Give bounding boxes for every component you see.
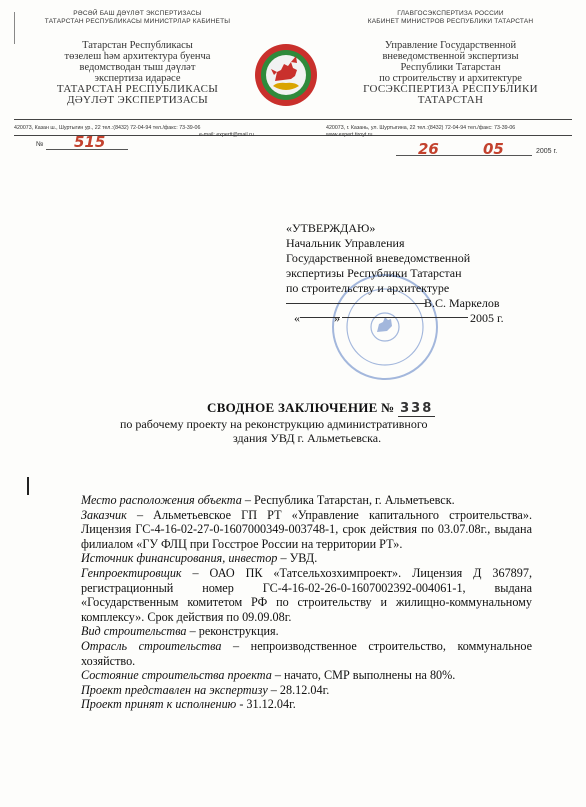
address-left [14,125,254,138]
body-paragraph [81,639,532,668]
document-subtitle-line2: здания УВД г. Альметьевска. [233,431,382,445]
letterhead-left-big-line: ТАТАРСТАН РЕСПУБЛИКАСЫ [56,83,219,95]
approval-line: Государственной вневедомственной [286,251,471,265]
ref-date-month: 05 [483,140,504,158]
letterhead-right-body-line: вневедомственной экспертизы [382,51,519,62]
letterhead-left-line2: ТАТАРСТАН РЕСПУБЛИКАСЫ МИНИСТРЛАР КАБИНЕТЫ [44,18,231,25]
signature-line [286,303,426,304]
email-text: e-mail: expertt@mail.ru [199,131,254,138]
letterhead-left-big [25,84,250,106]
approval-line: экспертизы Республики Татарстан [286,266,462,280]
document-title-text: СВОДНОЕ ЗАКЛЮЧЕНИЕ № [207,400,395,415]
approval-line: Начальник Управления [286,236,405,250]
letterhead-left-line1: РӘСӘЙ БАШ ДӘҮЛӘТ ЭКСПЕРТИЗАСЫ [73,10,202,17]
address-right-line: 420073, г. Казань, ул. Шуртыгина, 22 тел.:(8432) 72-04-94 тел./факс: 73-39-06 [326,125,516,131]
letterhead-right-body-line: Республики Татарстан [400,62,501,73]
document-subtitle-line1: по рабочему проекту на реконструкцию административного [120,417,428,431]
website-text: www.expert.tiroyt.ru [326,131,373,138]
document-body [81,493,532,712]
body-label: Источник финансирования, инвестор [81,551,278,566]
letterhead-left-body [25,40,250,84]
body-label: Проект принят к исполнению [81,697,237,712]
body-paragraph [81,566,532,624]
approval-signatory: В.С. Маркелов [424,296,500,310]
approval-heading: «УТВЕРЖДАЮ» [286,221,376,235]
body-label: Состояние строительства проекта [81,668,272,683]
body-label: Проект представлен на экспертизу [81,682,268,697]
body-text: – реконструкция. [186,624,279,639]
ref-number-handwritten: 515 [74,133,106,151]
letterhead-right-line1: ГЛАВГОСЭКСПЕРТИЗА РОССИИ [397,10,504,17]
letterhead-right-big [338,84,563,106]
body-paragraph [81,493,532,508]
approval-line: по строительству и архитектуре [286,281,450,295]
approval-month-line [342,317,468,318]
body-text: – Альметьевское ГП РТ «Управление капитального строительства». Лицензия ГС-4-16-02-27-0-1607000349-003748-1, срок действия по 03.07.08г., выдана филиалом «ГУ ФЛЦ при Госстрое России на территории РТ». [81,507,532,551]
letterhead-right-big-line: ГОСЭКСПЕРТИЗА РЕСПУБЛИКИ [363,83,538,95]
body-label: Вид строительства [81,624,187,639]
body-label: Заказчик [81,507,127,522]
approval-date-quote-close: » [334,311,340,325]
body-text: - 31.12.04г. [236,697,296,712]
address-right [326,125,515,138]
body-text: – УВД. [277,551,318,566]
body-paragraph [81,624,532,639]
letterhead-rule-top [14,119,572,120]
approval-date-quote-open: « [294,311,300,325]
approval-date-year: 2005 г. [470,311,504,325]
body-text: – начато, СМР выполнены на 80%. [271,668,456,683]
body-text: – непроизводственное строительство, коммунальное хозяйство. [81,638,532,668]
body-paragraph [81,697,532,712]
margin-mark [27,477,29,495]
letterhead-right-body-line: по строительству и архитектуре [379,73,522,84]
approval-date-row [286,311,504,326]
margin-mark [14,12,15,44]
letterhead-right-body [338,40,563,84]
letterhead-right-big-line: ТАТАРСТАН [417,94,484,106]
body-paragraph [81,668,532,683]
ref-date-year: 2005 г. [536,148,558,155]
letterhead-left-body-line: экспертиза идарәсе [94,73,181,84]
body-label: Отрасль строительства [81,638,222,653]
ref-date-day: 26 [418,140,439,158]
tatarstan-emblem-icon [253,42,319,108]
letterhead-left-body-line: Татарстан Республикасы [82,40,193,51]
letterhead-left-big-line: ДӘҮЛӘТ ЭКСПЕРТИЗАСЫ [66,94,209,106]
letterhead-right-body-line: Управление Государственной [384,40,517,51]
body-label: Место расположения объекта [81,493,242,507]
approval-block [286,221,504,326]
body-paragraph [81,551,532,566]
letterhead-left [25,10,250,106]
body-paragraph [81,508,532,552]
ref-number-label: № [36,141,44,148]
ref-date-line [396,155,532,156]
document-number: 338 [400,401,434,416]
approval-day-line [300,317,340,318]
address-left-line: 420073, Казан ш., Шуртыгин ур., 22 тел.:(8432) 72-04-94 тел./факс: 73-39-06 [14,125,201,131]
body-text: – 28.12.04г. [267,682,330,697]
body-label: Генпроектировщик [81,565,182,580]
letterhead-right-line2: КАБИНЕТ МИНИСТРОВ РЕСПУБЛИКИ ТАТАРСТАН [367,18,534,25]
body-text: – Республика Татарстан, г. Альметьевск. [241,493,455,507]
document-title [207,400,435,416]
document-subtitle [120,417,427,445]
letterhead-right [338,10,563,106]
body-text: – ОАО ПК «Татсельхозхимпроект». Лицензия Д 367897, регистрационный номер ГС-4-16-02-26-0-1607002392-004061-1, выдана «Государственным комитетом РФ по строительству и жилищно-коммунальному комплексу». Срок действия по 09.09.08г. [81,565,532,624]
letterhead-left-body-line: ведомстводан тыш дәүләт [79,62,196,73]
letterhead-left-body-line: төзелеш һәм архитектура буенча [64,51,211,62]
body-paragraph [81,683,532,698]
